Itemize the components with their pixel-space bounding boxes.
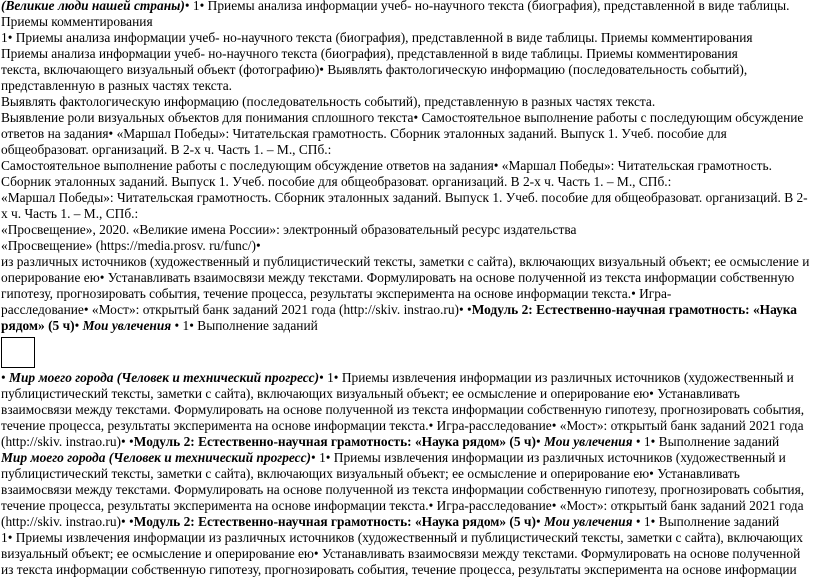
text-run: Сборник эталонных заданий. Выпуск 1. Учеб. пособие для общеобразоват. организаций. В 2-х ч. Часть 1. – М., СПб.: [1, 174, 672, 189]
text-run: 1• Приемы извлечения информации из различных источников (художественный и публицистический тексты, заметки с сайта), включающих [1, 530, 803, 545]
text-line [1, 190, 815, 206]
text-run: рядом» (5 ч) [1, 318, 75, 333]
text-run: Мои увлечения [544, 434, 633, 449]
text-run: • 1• Выполнение заданий [632, 434, 780, 449]
text-line [1, 546, 815, 562]
text-line [1, 302, 815, 318]
text-block-after-box [1, 370, 815, 578]
text-line [1, 30, 815, 46]
text-line [1, 418, 815, 434]
text-line [1, 158, 815, 174]
text-line [1, 254, 815, 270]
text-run: «Просвещение» (https://media.prosv. ru/func/)• [1, 238, 261, 253]
text-run: Мир моего города (Человек и технический прогресс) [9, 370, 320, 385]
text-line [1, 466, 815, 482]
text-line [1, 238, 815, 254]
text-block-before-box [1, 0, 815, 334]
text-run: визуальный объект; ее осмысление и оперирование ею• Устанавливать взаимосвязи между текстами. Формулировать на основе полученной [1, 546, 801, 561]
text-line [1, 94, 815, 110]
text-line [1, 62, 815, 78]
text-line [1, 386, 815, 402]
text-run: (http://skiv. instrao.ru)• • [1, 514, 134, 529]
text-line [1, 206, 815, 222]
text-run: Самостоятельное выполнение работы с последующим обсуждение ответов на задания• «Маршал Победы»: Читательская грамотность. [1, 158, 772, 173]
text-line [1, 270, 815, 286]
text-run: • 1• Приемы извлечения информации из различных источников (художественный и [319, 370, 794, 385]
text-run: (http://skiv. instrao.ru)• • [1, 434, 134, 449]
text-run: «Просвещение», 2020. «Великие имена России»: электронный образовательный ресурс издательства [1, 222, 577, 237]
text-run: • [535, 434, 544, 449]
text-run: «Маршал Победы»: Читательская грамотность. Сборник эталонных заданий. Выпуск 1. Учеб. пособие для общеобразоват. организаций. В 2- [1, 190, 808, 205]
text-run: Модуль 2: Естественно-научная грамотность: «Наука [471, 302, 798, 317]
text-line [1, 402, 815, 418]
text-line [1, 434, 815, 450]
text-line [1, 46, 815, 62]
text-line [1, 78, 815, 94]
text-run: течение процесса, результаты эксперимента на основе информации текста.• Игра-расследование• «Мост»: открытый банк заданий 2021 года [1, 498, 804, 513]
text-run: из текста информации собственную гипотезу, прогнозировать события, течение процесса, результаты эксперимента на основе информации [1, 562, 797, 577]
text-run: ответов на задания• «Маршал Победы»: Читательская грамотность. Сборник эталонных заданий. Выпуск 1. Учеб. пособие для [1, 126, 727, 141]
text-run: оперирование ею• Устанавливать взаимосвязи между текстами. Формулировать на основе полученной из текста информации собственную [1, 270, 795, 285]
text-run: • [1, 370, 10, 385]
text-run: представленную в разных частях текста. [1, 78, 233, 93]
text-run: 1• Приемы анализа информации учеб- но-научного текста (биография), представленной в виде таблицы. Приемы комментирования [1, 30, 753, 45]
text-line [1, 318, 815, 334]
text-line [1, 110, 815, 126]
text-line [1, 222, 815, 238]
text-run: Приемы анализа информации учеб- но-научного текста (биография), представленной в виде таблицы. Приемы комментирования [1, 46, 738, 61]
text-run: Модуль 2: Естественно-научная грамотность: «Наука рядом» (5 ч) [133, 434, 536, 449]
text-line [1, 174, 815, 190]
text-line [1, 14, 815, 30]
text-run: расследование• «Мост»: открытый банк заданий 2021 года (http://skiv. instrao.ru)• • [1, 302, 472, 317]
text-run: из различных источников (художественный и публицистический тексты, заметки с сайта), включающих визуальный объект; ее осмысление и [1, 254, 810, 269]
text-line [1, 0, 815, 14]
text-run: х ч. Часть 1. – М., СПб.: [1, 206, 139, 221]
text-run: • [74, 318, 83, 333]
text-line [1, 370, 815, 386]
text-run: течение процесса, результаты эксперимента на основе информации текста.• Игра-расследование• «Мост»: открытый банк заданий 2021 года [1, 418, 804, 433]
text-run: Мир моего города (Человек и технический прогресс) [1, 450, 312, 465]
text-run: Мои увлечения [82, 318, 172, 333]
text-run: публицистический тексты, заметки с сайта), включающих визуальный объект; ее осмысление и оперирование ею• Устанавливать [1, 386, 740, 401]
text-run: текста, включающего визуальный объект (фотографию)• Выявлять фактологическую информацию (последовательность событий), [1, 62, 748, 77]
text-run: • 1• Выполнение заданий [171, 318, 318, 333]
empty-image-box [1, 337, 35, 368]
text-run: Модуль 2: Естественно-научная грамотность: «Наука рядом» (5 ч) [133, 514, 536, 529]
text-run: • 1• Выполнение заданий [632, 514, 780, 529]
text-line [1, 562, 815, 578]
text-run: Выявлять фактологическую информацию (последовательность событий), представленную в разных частях текста. [1, 94, 656, 109]
image-placeholder-row [1, 334, 815, 370]
text-run: взаимосвязи между текстами. Формулировать на основе полученной из текста информации собственную гипотезу, прогнозировать события, [1, 402, 805, 417]
text-run: • 1• Приемы извлечения информации из различных источников (художественный и [311, 450, 786, 465]
text-line [1, 498, 815, 514]
text-line [1, 450, 815, 466]
text-line [1, 482, 815, 498]
text-run: • 1• Приемы анализа информации учеб- но-научного текста (биография), представленной в виде таблицы. [184, 0, 790, 13]
text-line [1, 126, 815, 142]
text-run: общеобразоват. организаций. В 2-х ч. Часть 1. – М., СПб.: [1, 142, 332, 157]
text-line [1, 514, 815, 530]
text-run: гипотезу, прогнозировать события, течение процесса, результаты эксперимента на основе информации текста.• Игра- [1, 286, 672, 301]
text-line [1, 286, 815, 302]
text-run: Мои увлечения [544, 514, 633, 529]
text-run: Выявление роли визуальных объектов для понимания сплошного текста• Самостоятельное выполнение работы с последующим обсуждение [1, 110, 804, 125]
text-run: Приемы комментирования [1, 14, 153, 29]
text-run: • [535, 514, 544, 529]
text-run: взаимосвязи между текстами. Формулировать на основе полученной из текста информации собственную гипотезу, прогнозировать события, [1, 482, 805, 497]
text-line [1, 530, 815, 546]
text-run: публицистический тексты, заметки с сайта), включающих визуальный объект; ее осмысление и оперирование ею• Устанавливать [1, 466, 740, 481]
text-run: (Великие люди нашей страны) [1, 0, 185, 13]
text-line [1, 142, 815, 158]
